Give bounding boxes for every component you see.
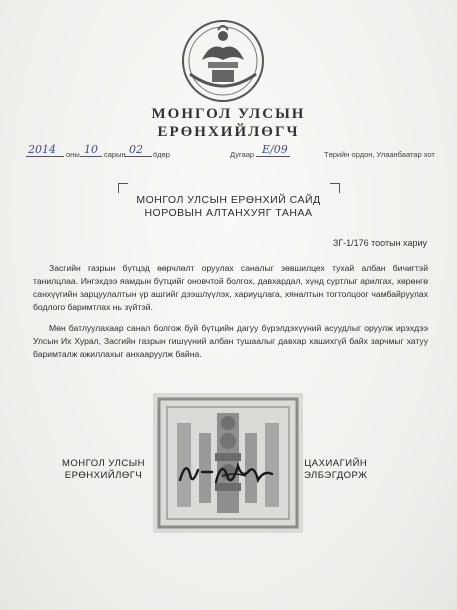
date-year-suffix: оны bbox=[66, 150, 80, 159]
reference-number: ЗГ-1/176 тоотын хариу bbox=[332, 238, 427, 248]
signatory-name bbox=[304, 458, 368, 482]
signatory-name-line2: ЭЛБЭГДОРЖ bbox=[304, 470, 368, 481]
date-day: 02 bbox=[129, 143, 143, 156]
date-year: 2014 bbox=[28, 143, 56, 156]
state-emblem-icon bbox=[180, 18, 266, 104]
doc-number: Е/09 bbox=[262, 143, 288, 156]
address-corner-top-left bbox=[118, 183, 128, 193]
address-corner-top-right bbox=[330, 183, 340, 193]
signatory-title-line2: ЕРӨНХИЙЛӨГЧ bbox=[64, 470, 143, 481]
signatory-title-line1: МОНГОЛ УЛСЫН bbox=[62, 458, 146, 469]
date-month: 10 bbox=[84, 143, 98, 156]
addressee-line1: МОНГОЛ УЛСЫН ЕРӨНХИЙ САЙД bbox=[136, 194, 321, 206]
body-paragraph-1: Засгийн газрын бүтцэд өөрчлөлт оруулах саналыг зөвшилцех тухай албан бичигтэй танилцлаа. Ингэхдээ яамдын бүтцийг оновчтой болгох, давхардал, хүнд суртлыг арилгах, хөрөнгө санхүүгийн зарцуулалтын үр ашгийг дээшлүүлэх, хариуцлага, хяналтын тогтолцоог чамбайруулах бодлого баримтлах нь зүйтэй. bbox=[33, 263, 428, 312]
doc-number-label: Дугаар bbox=[230, 150, 255, 159]
issue-location: Төрийн ордон, Улаанбаатар хот bbox=[324, 150, 435, 159]
date-day-suffix: ӧдөр bbox=[153, 150, 170, 159]
issuer-title-line1: МОНГОЛ УЛСЫН bbox=[151, 106, 306, 122]
signatory-title bbox=[62, 458, 145, 482]
body-paragraph-2: Мөн батлуулахаар санал болгож буй бүтцийн дагуу бүрэлдэхүүний асуудлыг оруулж ирэхдээ Улсын Их Хурал, Засгийн газрын гишүүний албан тушаалыг давхар хашихгүй байх зарчмыг хатуу баримталж ажиллахыг анхааруулж байна. bbox=[33, 323, 428, 359]
handwritten-signature bbox=[172, 452, 282, 492]
date-number-line bbox=[12, 144, 452, 164]
signatory-name-line1: ЦАХИАГИЙН bbox=[304, 458, 368, 469]
addressee-line2: НОРОВЫН АЛТАНХУЯГ ТАНАА bbox=[144, 207, 313, 219]
date-month-suffix: сарын bbox=[104, 150, 126, 159]
issuer-title-line2: ЕРӨНХИЙЛӨГЧ bbox=[157, 124, 300, 140]
